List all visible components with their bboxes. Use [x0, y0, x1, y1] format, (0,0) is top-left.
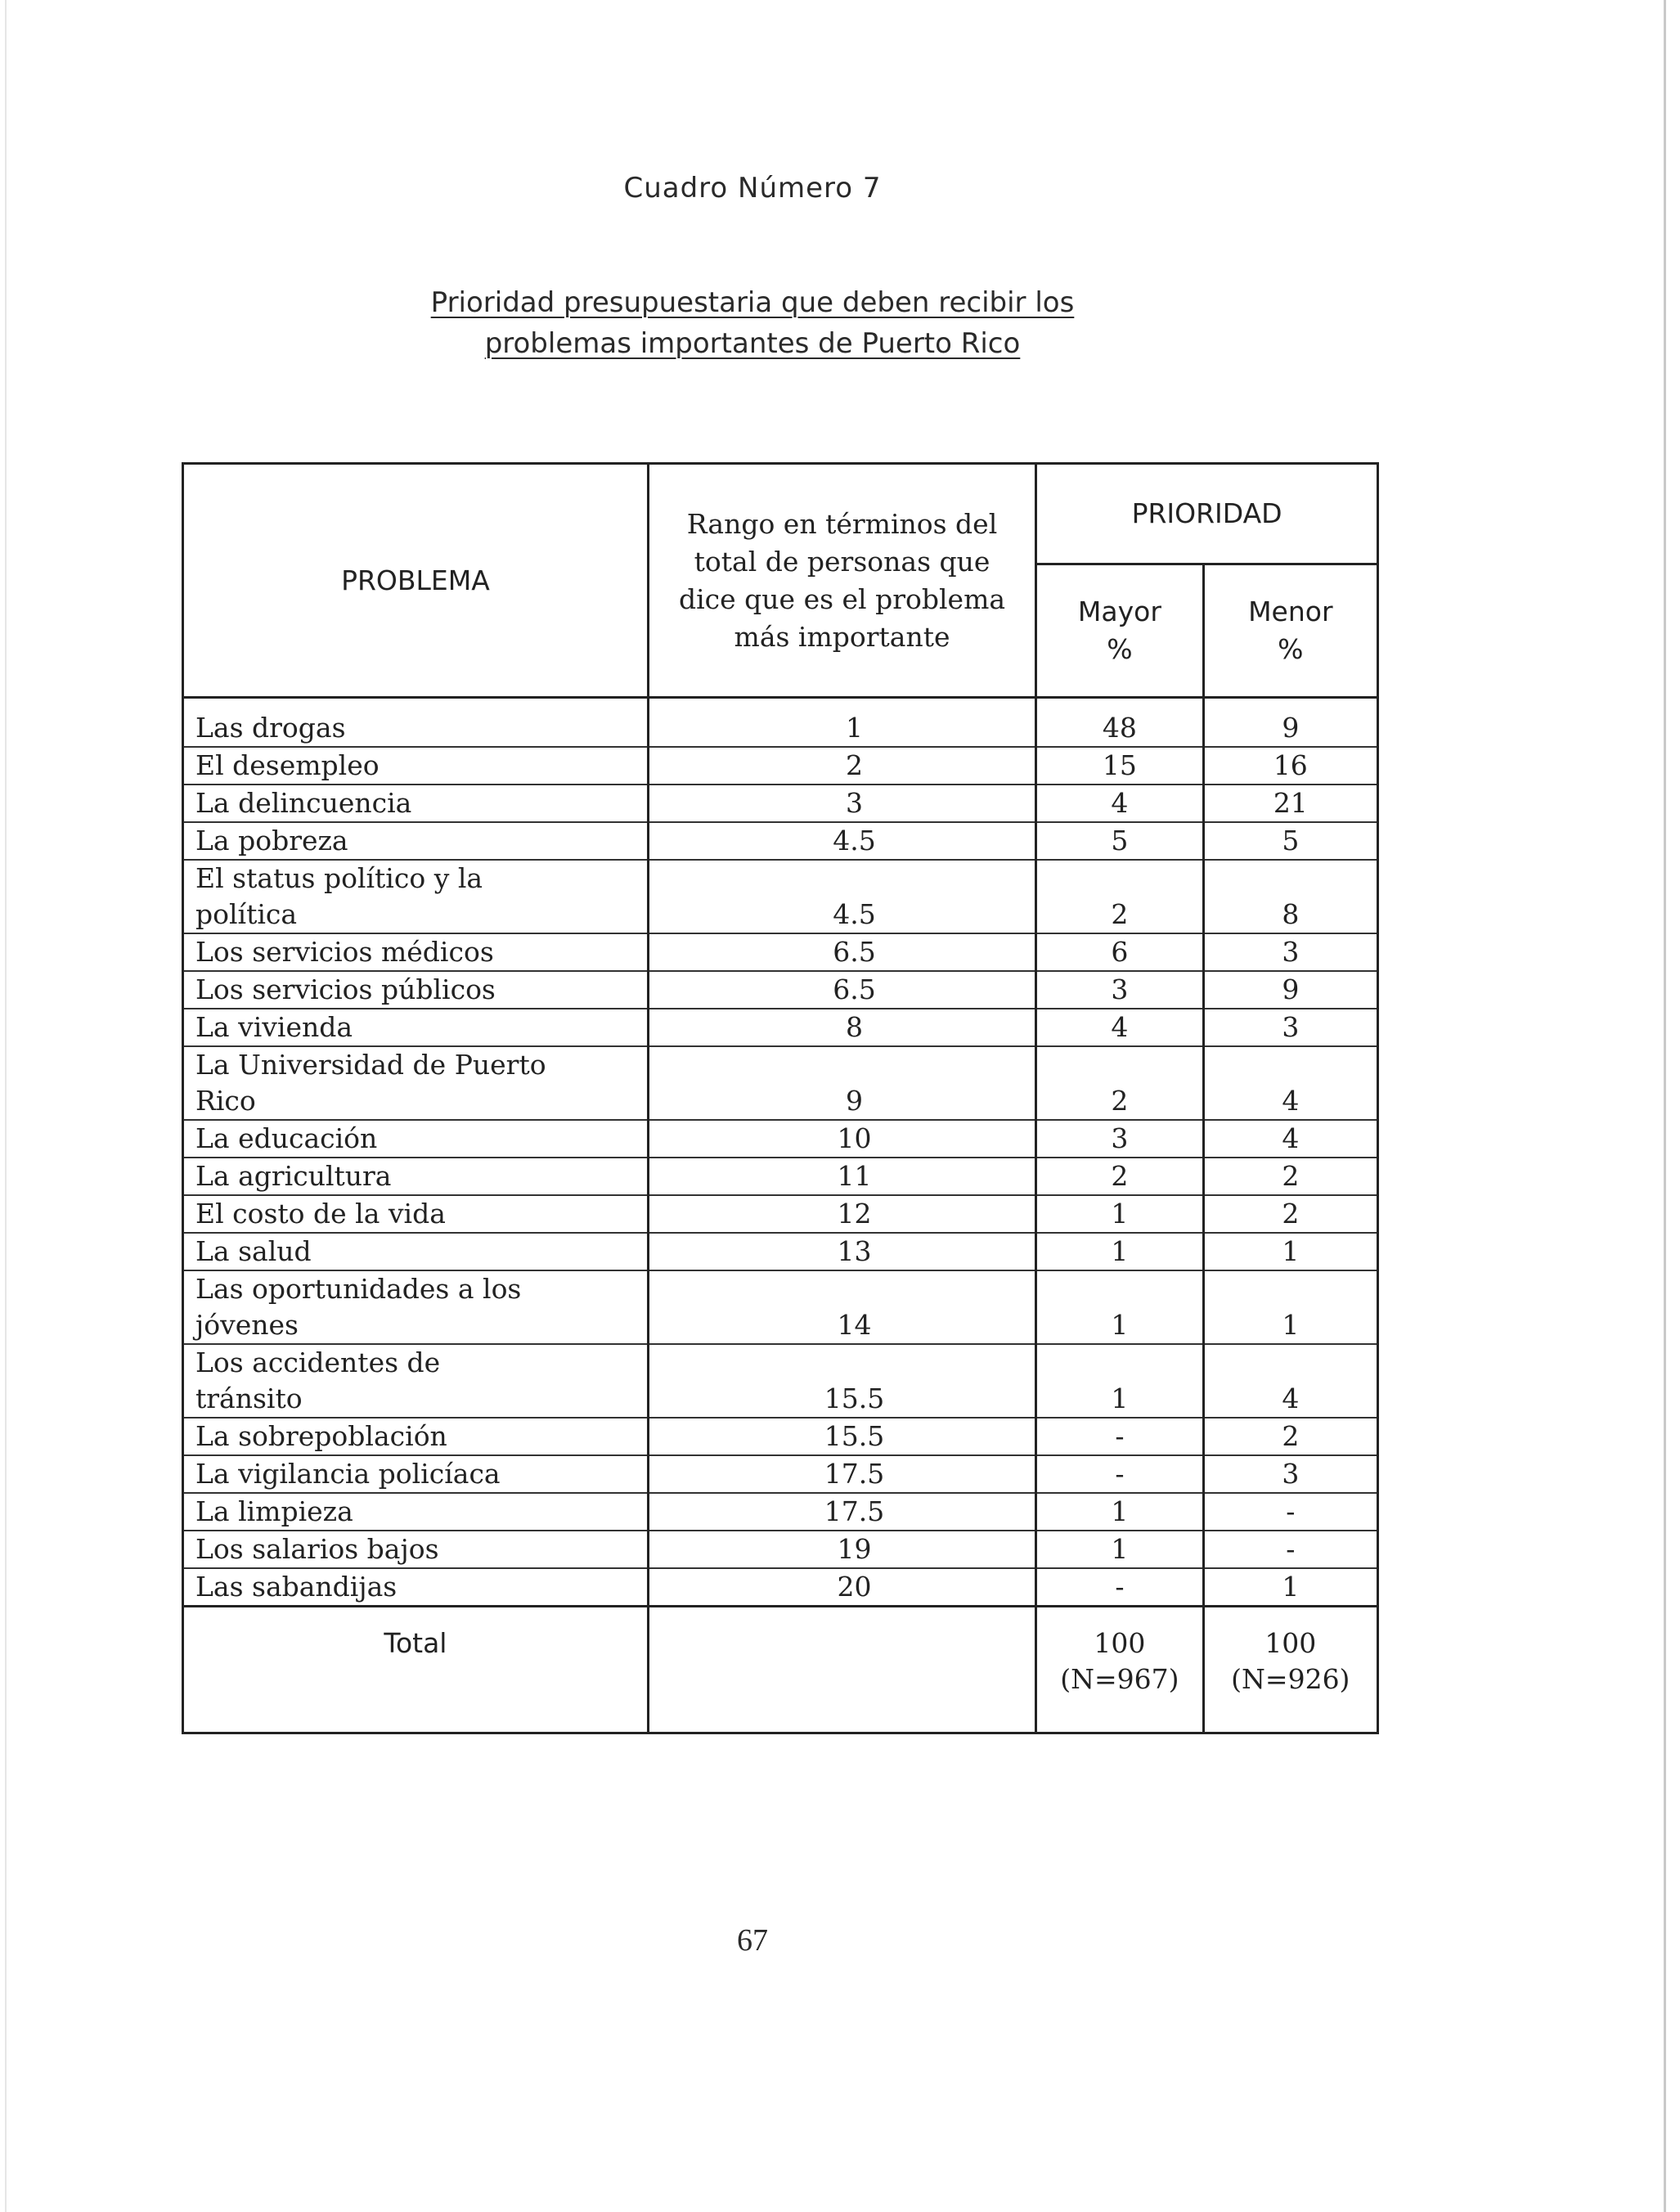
menor-cell: 2 — [1203, 1158, 1377, 1195]
table-row — [183, 1120, 1378, 1158]
rank-cell: 6.5 — [648, 933, 1035, 971]
problem-cell: La vivienda — [183, 1009, 649, 1046]
rank-cell: 10 — [648, 1120, 1035, 1158]
mayor-cell: 5 — [1036, 822, 1203, 860]
menor-cell: 4 — [1203, 1344, 1377, 1418]
problem-cell: La vigilancia policíaca — [183, 1455, 649, 1493]
menor-cell: 9 — [1203, 971, 1377, 1009]
title-line-2: problemas importantes de Puerto Rico — [484, 327, 1021, 360]
mayor-cell: 15 — [1036, 747, 1203, 785]
mayor-cell: 1 — [1036, 1493, 1203, 1531]
table-row — [183, 785, 1378, 822]
problem-cell: La agricultura — [183, 1158, 649, 1195]
problem-cell: Los accidentes de tránsito — [183, 1344, 649, 1418]
header-problema: PROBLEMA — [183, 464, 649, 698]
mayor-cell: 2 — [1036, 1158, 1203, 1195]
problem-cell: La limpieza — [183, 1493, 649, 1531]
table-row — [183, 1344, 1378, 1418]
rank-cell: 17.5 — [648, 1455, 1035, 1493]
table-body — [183, 698, 1378, 1607]
mayor-cell: - — [1036, 1418, 1203, 1455]
mayor-cell: 1 — [1036, 1233, 1203, 1270]
menor-cell: 3 — [1203, 1009, 1377, 1046]
table-row — [183, 1158, 1378, 1195]
mayor-cell: 2 — [1036, 1046, 1203, 1120]
table-row — [183, 1418, 1378, 1455]
menor-cell: 4 — [1203, 1046, 1377, 1120]
table-row — [183, 1195, 1378, 1233]
menor-cell: 4 — [1203, 1120, 1377, 1158]
problem-cell: Los servicios médicos — [183, 933, 649, 971]
rank-cell: 6.5 — [648, 971, 1035, 1009]
header-rank — [648, 464, 1035, 698]
rank-cell: 15.5 — [648, 1418, 1035, 1455]
table-caption: Cuadro Número 7 — [623, 172, 882, 205]
menor-cell: - — [1203, 1531, 1377, 1568]
problem-cell: La salud — [183, 1233, 649, 1270]
mayor-cell: 4 — [1036, 785, 1203, 822]
problem-cell: La Universidad de Puerto Rico — [183, 1046, 649, 1120]
rank-cell: 13 — [648, 1233, 1035, 1270]
menor-cell: 5 — [1203, 822, 1377, 860]
menor-cell: - — [1203, 1493, 1377, 1531]
table-row — [183, 698, 1378, 748]
rank-cell: 12 — [648, 1195, 1035, 1233]
mayor-cell: 1 — [1036, 1195, 1203, 1233]
menor-cell: 3 — [1203, 933, 1377, 971]
table-row — [183, 1233, 1378, 1270]
menor-cell: 1 — [1203, 1270, 1377, 1344]
problem-cell: El status político y la política — [183, 860, 649, 933]
total-menor — [1203, 1607, 1377, 1733]
mayor-cell: 2 — [1036, 860, 1203, 933]
total-menor-value: 100 — [1264, 1627, 1317, 1659]
rank-cell: 17.5 — [648, 1493, 1035, 1531]
mayor-cell: - — [1036, 1568, 1203, 1607]
total-label: Total — [183, 1607, 649, 1733]
menor-cell: 1 — [1203, 1568, 1377, 1607]
priority-table — [182, 462, 1379, 1734]
rank-cell: 1 — [648, 698, 1035, 748]
header-menor — [1203, 564, 1377, 698]
header-menor-label: Menor — [1248, 596, 1333, 627]
menor-cell: 1 — [1203, 1233, 1377, 1270]
problem-cell: La educación — [183, 1120, 649, 1158]
table-row — [183, 1046, 1378, 1120]
total-row — [183, 1607, 1378, 1733]
header-menor-percent: % — [1278, 633, 1304, 665]
table-row — [183, 1568, 1378, 1607]
total-menor-n: (N=926) — [1231, 1663, 1350, 1695]
table-row — [183, 1531, 1378, 1568]
menor-cell: 2 — [1203, 1418, 1377, 1455]
problem-cell: La sobrepoblación — [183, 1418, 649, 1455]
title-line-1: Prioridad presupuestaria que deben recibir los — [430, 286, 1075, 319]
page-number: 67 — [737, 1923, 768, 1958]
mayor-cell: 1 — [1036, 1344, 1203, 1418]
mayor-cell: 1 — [1036, 1531, 1203, 1568]
rank-cell: 19 — [648, 1531, 1035, 1568]
menor-cell: 2 — [1203, 1195, 1377, 1233]
table-row — [183, 933, 1378, 971]
mayor-cell: - — [1036, 1455, 1203, 1493]
rank-cell: 4.5 — [648, 860, 1035, 933]
rank-cell: 15.5 — [648, 1344, 1035, 1418]
problem-cell: El costo de la vida — [183, 1195, 649, 1233]
header-mayor-label: Mayor — [1077, 596, 1161, 627]
menor-cell: 21 — [1203, 785, 1377, 822]
header-prioridad: PRIORIDAD — [1036, 464, 1378, 564]
table-row — [183, 747, 1378, 785]
problem-cell: El desempleo — [183, 747, 649, 785]
total-mayor-value: 100 — [1094, 1627, 1146, 1659]
table-row — [183, 822, 1378, 860]
mayor-cell: 3 — [1036, 1120, 1203, 1158]
mayor-cell: 4 — [1036, 1009, 1203, 1046]
rank-cell: 14 — [648, 1270, 1035, 1344]
mayor-cell: 48 — [1036, 698, 1203, 748]
problem-cell: Los salarios bajos — [183, 1531, 649, 1568]
problem-cell: La pobreza — [183, 822, 649, 860]
table-row — [183, 860, 1378, 933]
header-mayor-percent: % — [1107, 633, 1133, 665]
problem-cell: La delincuencia — [183, 785, 649, 822]
menor-cell: 16 — [1203, 747, 1377, 785]
problem-cell: Los servicios públicos — [183, 971, 649, 1009]
problem-cell: Las oportunidades a los jóvenes — [183, 1270, 649, 1344]
mayor-cell: 6 — [1036, 933, 1203, 971]
problem-cell: Las sabandijas — [183, 1568, 649, 1607]
rank-cell: 4.5 — [648, 822, 1035, 860]
header-rank-text: Rango en términos del total de personas que dice que es el problema más importante — [679, 507, 1006, 653]
rank-cell: 9 — [648, 1046, 1035, 1120]
rank-cell: 8 — [648, 1009, 1035, 1046]
mayor-cell: 1 — [1036, 1270, 1203, 1344]
table-row — [183, 1493, 1378, 1531]
page-edge-right — [1664, 0, 1666, 2212]
total-mayor-n: (N=967) — [1060, 1663, 1179, 1695]
problem-cell: Las drogas — [183, 698, 649, 748]
menor-cell: 9 — [1203, 698, 1377, 748]
header-mayor — [1036, 564, 1203, 698]
rank-cell: 2 — [648, 747, 1035, 785]
total-mayor — [1036, 1607, 1203, 1733]
table-title — [0, 282, 1505, 364]
mayor-cell: 3 — [1036, 971, 1203, 1009]
table-row — [183, 971, 1378, 1009]
table-row — [183, 1270, 1378, 1344]
total-rank-empty — [648, 1607, 1035, 1733]
rank-cell: 3 — [648, 785, 1035, 822]
rank-cell: 11 — [648, 1158, 1035, 1195]
menor-cell: 3 — [1203, 1455, 1377, 1493]
table-row — [183, 1455, 1378, 1493]
menor-cell: 8 — [1203, 860, 1377, 933]
rank-cell: 20 — [648, 1568, 1035, 1607]
table-row — [183, 1009, 1378, 1046]
